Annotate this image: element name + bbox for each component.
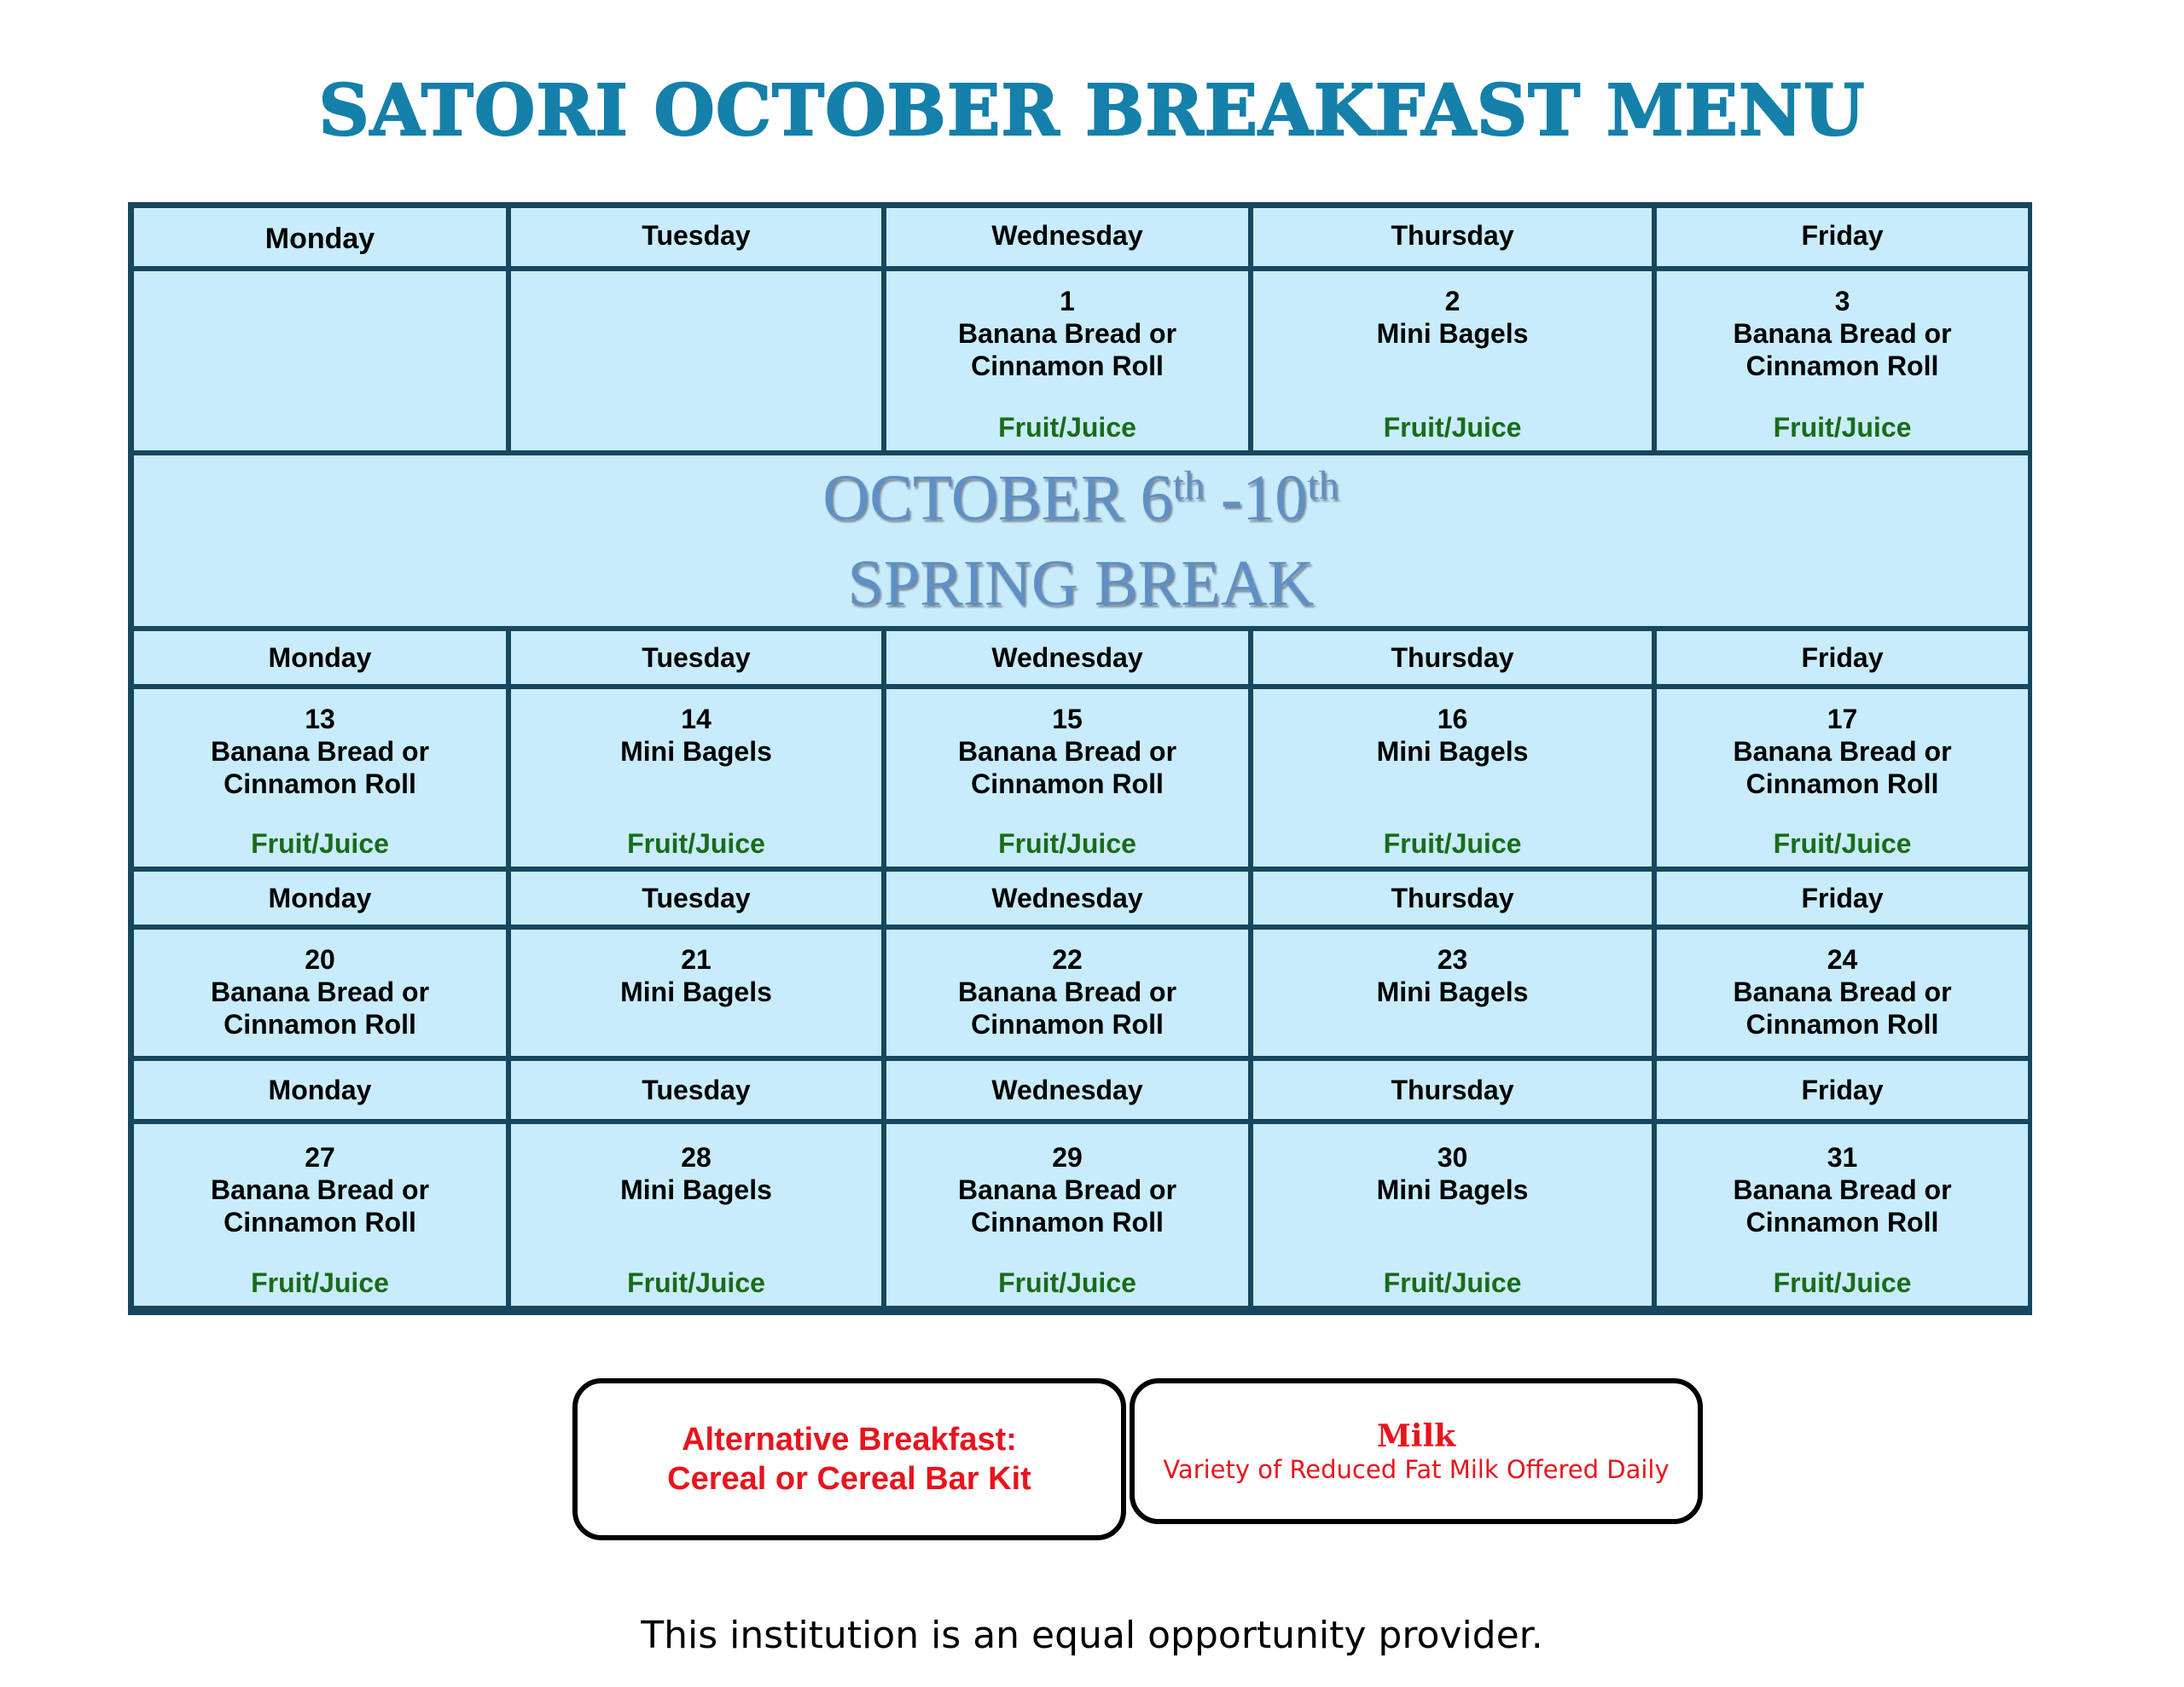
menu-meal: Banana Bread or Cinnamon Roll — [1733, 977, 1952, 1040]
menu-meal: Mini Bagels — [620, 736, 772, 767]
menu-cell — [1657, 1124, 2028, 1306]
menu-date: 20 — [305, 944, 335, 975]
menu-date: 17 — [1827, 704, 1858, 734]
day-header-monday: Monday — [134, 872, 506, 925]
menu-date: 31 — [1827, 1142, 1858, 1173]
menu-cell — [511, 689, 881, 867]
menu-cell — [1657, 689, 2028, 867]
menu-date: 2 — [1444, 286, 1461, 316]
day-header-monday: Monday — [134, 631, 506, 684]
menu-cell — [134, 1124, 506, 1306]
milk-subtitle: Variety of Reduced Fat Milk Offered Daily — [1163, 1454, 1670, 1484]
menu-cell — [886, 930, 1248, 1056]
menu-cell — [134, 689, 506, 867]
menu-meal: Banana Bread or Cinnamon Roll — [1733, 736, 1952, 799]
menu-meal: Banana Bread or Cinnamon Roll — [1733, 1174, 1952, 1238]
menu-cell — [1657, 271, 2028, 450]
day-header-monday: Monday — [134, 1061, 506, 1119]
menu-meal: Banana Bread or Cinnamon Roll — [957, 977, 1177, 1040]
day-header-wednesday: Wednesday — [886, 1061, 1248, 1119]
menu-meal: Mini Bagels — [1376, 1174, 1529, 1205]
day-header-friday: Friday — [1657, 208, 2028, 266]
menu-date: 16 — [1437, 704, 1468, 734]
menu-side: Fruit/Juice — [1383, 412, 1522, 443]
menu-meal: Banana Bread or Cinnamon Roll — [957, 318, 1177, 381]
menu-side: Fruit/Juice — [1773, 412, 1912, 443]
menu-meal: Banana Bread or Cinnamon Roll — [210, 977, 430, 1040]
menu-side: Fruit/Juice — [1383, 828, 1522, 859]
menu-meal: Banana Bread or Cinnamon Roll — [957, 736, 1177, 799]
day-header-thursday: Thursday — [1253, 1061, 1652, 1119]
menu-calendar — [128, 202, 2032, 1315]
menu-date: 15 — [1052, 704, 1083, 734]
menu-date: 30 — [1437, 1142, 1468, 1173]
menu-side: Fruit/Juice — [1773, 1267, 1912, 1298]
menu-side: Fruit/Juice — [627, 1267, 765, 1298]
day-header-tuesday: Tuesday — [511, 631, 881, 684]
menu-cell-empty — [511, 271, 881, 450]
menu-side: Fruit/Juice — [998, 412, 1136, 443]
menu-side: Fruit/Juice — [251, 828, 389, 859]
menu-date: 24 — [1827, 944, 1858, 975]
menu-date: 29 — [1052, 1142, 1083, 1173]
day-header-monday: Monday — [134, 208, 506, 266]
menu-side: Fruit/Juice — [1773, 828, 1912, 859]
menu-meal: Banana Bread or Cinnamon Roll — [210, 736, 430, 799]
menu-meal: Banana Bread or Cinnamon Roll — [957, 1174, 1177, 1238]
milk-box — [1130, 1378, 1703, 1524]
menu-cell — [511, 1124, 881, 1306]
menu-cell — [886, 689, 1248, 867]
menu-side: Fruit/Juice — [627, 828, 765, 859]
menu-side: Fruit/Juice — [251, 1267, 389, 1298]
day-header-friday: Friday — [1657, 631, 2028, 684]
menu-cell — [886, 1124, 1248, 1306]
alternative-breakfast-option: Cereal or Cereal Bar Kit — [667, 1461, 1031, 1497]
spring-break-banner — [134, 455, 2028, 626]
alternative-breakfast-label: Alternative Breakfast: — [682, 1422, 1017, 1458]
menu-date: 21 — [681, 944, 712, 975]
day-header-wednesday: Wednesday — [886, 208, 1248, 266]
menu-date: 3 — [1834, 286, 1850, 316]
menu-cell — [886, 271, 1248, 450]
menu-cell — [134, 930, 506, 1056]
menu-meal: Mini Bagels — [1376, 318, 1529, 349]
menu-meal: Banana Bread or Cinnamon Roll — [1733, 318, 1952, 381]
menu-date: 13 — [305, 704, 335, 734]
day-header-wednesday: Wednesday — [886, 872, 1248, 925]
milk-title: Milk — [1376, 1417, 1456, 1454]
menu-side: Fruit/Juice — [1383, 1267, 1522, 1298]
day-header-friday: Friday — [1657, 1061, 2028, 1119]
day-header-tuesday: Tuesday — [511, 1061, 881, 1119]
menu-meal: Mini Bagels — [620, 1174, 772, 1205]
menu-cell — [1253, 1124, 1652, 1306]
banner-title: SPRING BREAK — [847, 548, 1315, 619]
menu-meal: Mini Bagels — [620, 977, 772, 1007]
menu-side: Fruit/Juice — [998, 828, 1136, 859]
menu-date: 14 — [681, 704, 712, 734]
menu-cell — [1253, 689, 1652, 867]
menu-cell — [1657, 930, 2028, 1056]
alternative-breakfast-box — [572, 1378, 1126, 1540]
menu-cell — [1253, 271, 1652, 450]
banner-dates: OCTOBER 6th -10th — [822, 462, 1339, 534]
day-header-thursday: Thursday — [1253, 208, 1652, 266]
day-header-thursday: Thursday — [1253, 631, 1652, 684]
menu-date: 1 — [1060, 286, 1075, 316]
day-header-wednesday: Wednesday — [886, 631, 1248, 684]
menu-date: 27 — [305, 1142, 335, 1173]
menu-meal: Banana Bread or Cinnamon Roll — [210, 1174, 430, 1238]
menu-side: Fruit/Juice — [998, 1267, 1136, 1298]
day-header-tuesday: Tuesday — [511, 872, 881, 925]
menu-date: 22 — [1052, 944, 1083, 975]
day-header-thursday: Thursday — [1253, 872, 1652, 925]
menu-cell — [511, 930, 881, 1056]
menu-meal: Mini Bagels — [1376, 977, 1529, 1007]
menu-date: 28 — [681, 1142, 712, 1173]
menu-cell — [1253, 930, 1652, 1056]
menu-meal: Mini Bagels — [1376, 736, 1529, 767]
page-title: SATORI OCTOBER BREAKFAST MENU — [318, 70, 1866, 152]
menu-cell-empty — [134, 271, 506, 450]
day-header-tuesday: Tuesday — [511, 208, 881, 266]
day-header-friday: Friday — [1657, 872, 2028, 925]
menu-date: 23 — [1437, 944, 1468, 975]
equal-opportunity-statement: This institution is an equal opportunity provider. — [641, 1614, 1543, 1657]
